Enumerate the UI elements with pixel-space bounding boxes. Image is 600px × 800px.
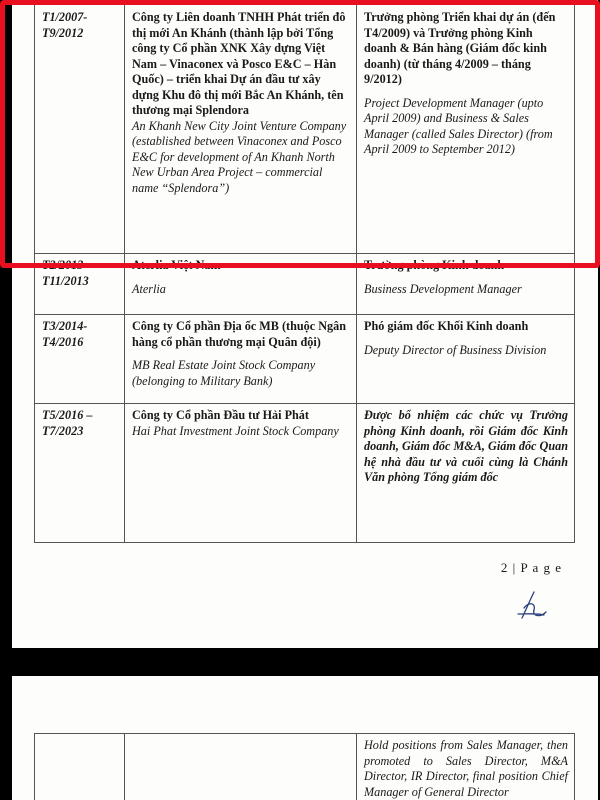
signature-initials <box>514 588 550 622</box>
company-cell <box>125 404 357 543</box>
period-end: T11/2013 <box>42 273 89 288</box>
position-vi: Trưởng phòng Triển khai dự án (đến T4/2009) và Trưởng phòng Kinh doanh & Bán hàng (Giám đốc kinh doanh) (từ tháng 4/2009 – tháng 9/2012) <box>364 10 556 86</box>
table-row <box>35 734 575 800</box>
company-name-en: MB Real Estate Joint Stock Company (belonging to Military Bank) <box>132 358 316 388</box>
page-number: 2 | P a g e <box>500 560 562 575</box>
employment-table-continued <box>34 733 575 800</box>
position-cell <box>357 315 575 404</box>
company-name-vi: Công ty Cổ phần Địa ốc MB (thuộc Ngân hàng cổ phần thương mại Quân đội) <box>132 319 346 349</box>
position-cell <box>357 734 575 800</box>
position-en: Business Development Manager <box>364 281 522 296</box>
company-name-vi: Aterlia Việt Nam <box>132 258 221 272</box>
position-vi: Được bổ nhiệm các chức vụ Trưởng phòng Kinh doanh, rồi Giám đốc Kinh doanh, Giám đốc M&A, Giám đốc Quan hệ nhà đầu tư và cuối cùng là Chánh Văn phòng Tổng giám đốc <box>364 408 568 484</box>
period-start: T5/2016 – <box>42 408 93 422</box>
position-cell <box>357 254 575 315</box>
position-en: Project Development Manager (upto April 2009) and Business & Sales Manager (called Sales Director) (from April 2009 to September 2012) <box>364 95 553 156</box>
company-cell <box>125 734 357 800</box>
period-cell <box>35 315 125 404</box>
period-cell <box>35 0 125 254</box>
next-document-page <box>12 676 598 800</box>
company-name-en: An Khanh New City Joint Venture Company (established between Vinaconex and Posco E&C for development of An Khanh North New Urban Area Project – commercial name “Splendora”) <box>132 118 347 195</box>
period-start: T2/2013 - <box>42 258 91 272</box>
company-name-en: Hai Phat Investment Joint Stock Company <box>132 423 339 438</box>
position-cell <box>357 404 575 543</box>
period-end: T9/2012 <box>42 25 84 40</box>
company-name-en: Aterlia <box>132 281 166 296</box>
period-start: T1/2007- <box>42 10 88 24</box>
position-vi: Trưởng phòng Kinh doanh <box>364 258 505 272</box>
position-vi: Phó giám đốc Khối Kinh doanh <box>364 319 529 333</box>
company-name-vi: Công ty Cổ phần Đầu tư Hải Phát <box>132 408 309 422</box>
period-cell <box>35 404 125 543</box>
position-cell <box>357 0 575 254</box>
document-page <box>12 0 598 648</box>
period-cell <box>35 254 125 315</box>
position-en: Deputy Director of Business Division <box>364 342 547 357</box>
company-cell <box>125 315 357 404</box>
company-cell <box>125 0 357 254</box>
company-cell <box>125 254 357 315</box>
employment-table <box>34 0 575 543</box>
period-start: T3/2014- <box>42 319 88 333</box>
table-row <box>35 315 575 404</box>
period-cell <box>35 734 125 800</box>
table-row <box>35 254 575 315</box>
period-end: T7/2023 <box>42 423 84 438</box>
period-end: T4/2016 <box>42 334 84 349</box>
company-name-vi: Công ty Liên doanh TNHH Phát triển đô thị mới An Khánh (thành lập bởi Tổng công ty Cổ phần XNK Xây dựng Việt Nam – Vinaconex và Posco E&C – Hàn Quốc) – triển khai Dự án đầu tư xây dựng Khu đô thị mới Bắc An Khánh, tên thương mại Splendora <box>132 10 346 117</box>
table-row <box>35 0 575 254</box>
position-en: Hold positions from Sales Manager, then promoted to Sales Director, M&A Director, IR Director, final position Chief Manager of General Director <box>364 738 568 799</box>
table-row <box>35 404 575 543</box>
